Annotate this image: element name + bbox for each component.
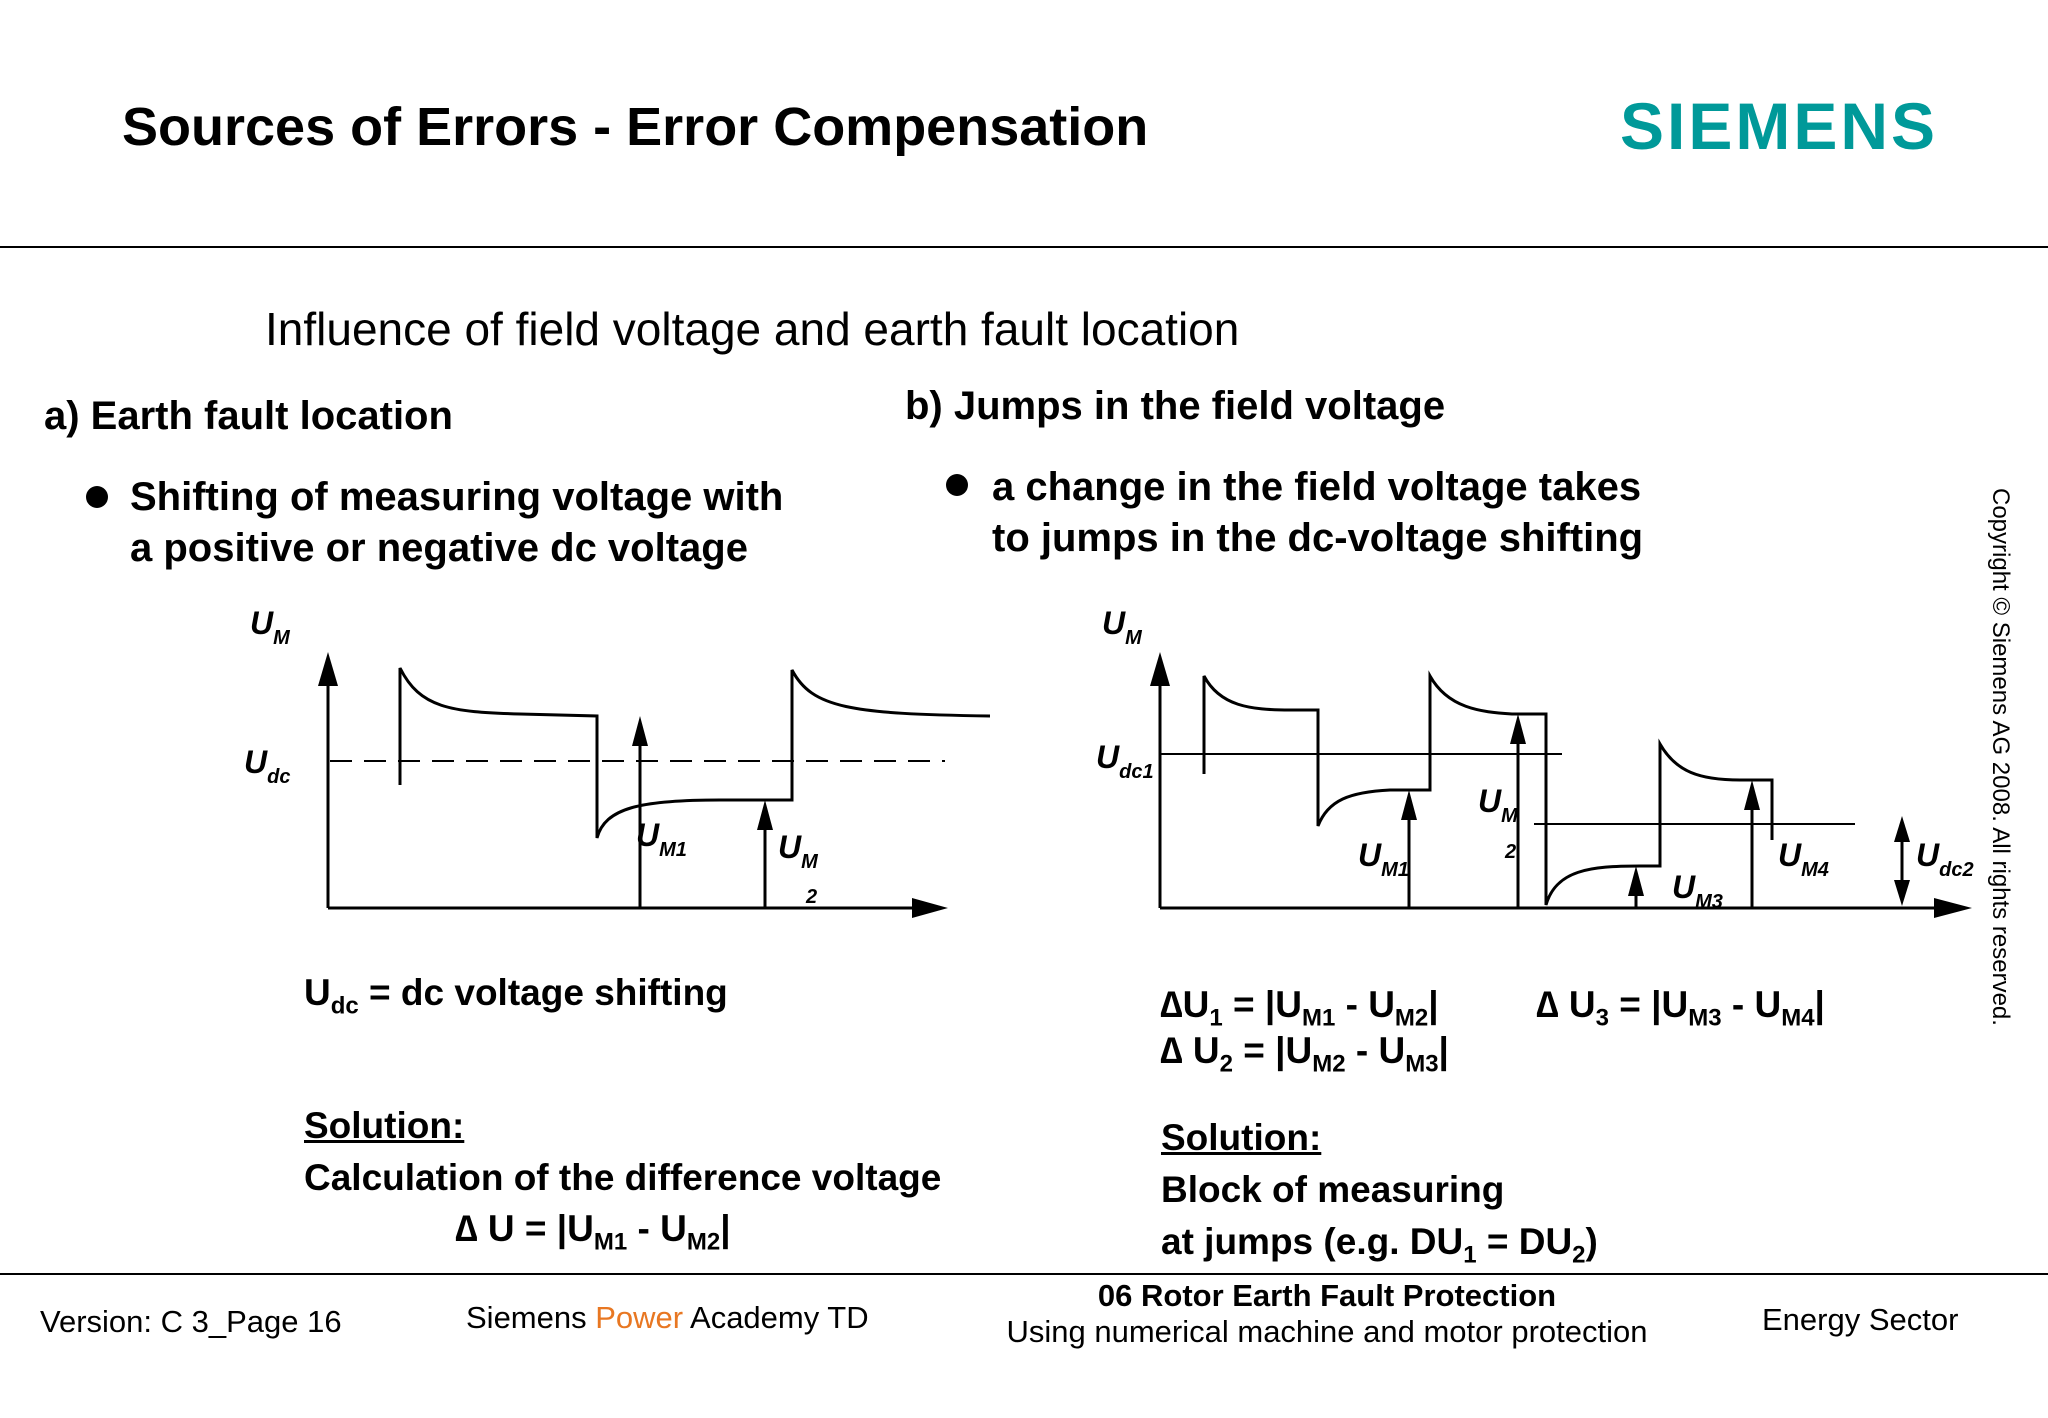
page-title: Sources of Errors - Error Compensation — [122, 97, 1149, 157]
diagram-b-um4-arrowhead — [1744, 780, 1760, 810]
footer-topic — [1002, 1278, 1652, 1350]
diagram-b-udc2-label: $U_{dc2}$ — [1916, 837, 1974, 881]
equation-delta-u2: ∆ $U_2 = |U_{M2} - U_{M3}|$ — [1160, 1030, 1449, 1078]
section-b-solution-line1: Block of measuring — [1161, 1169, 1505, 1210]
footer-divider — [0, 1273, 2048, 1275]
diagram-a-um2-label: $U_M$ — [778, 829, 818, 873]
diagram-b-y-arrow — [1150, 652, 1170, 686]
diagram-b-y-label: $U_M$ — [1102, 605, 1142, 649]
diagram-b-um2-subscript2: 2 — [1505, 841, 1517, 863]
copyright-notice: Copyright © Siemens AG 2008. All rights reserved. — [1987, 488, 2014, 1026]
siemens-logo: SIEMENS — [1620, 89, 1939, 163]
section-a-solution-label: Solution: — [304, 1105, 465, 1146]
footer-topic-line2: Using numerical machine and motor protection — [1006, 1314, 1648, 1349]
section-b-solution — [1161, 1112, 1598, 1281]
diagram-b-field-voltage-jumps — [1080, 580, 2000, 920]
diagram-a-udc-label: $U_{dc}$ — [244, 744, 291, 788]
diagram-b-um3-arrowhead — [1628, 866, 1644, 896]
section-a-bullet-line2: a positive or negative dc voltage — [130, 526, 748, 570]
section-a-bullet-line1: Shifting of measuring voltage with — [130, 475, 784, 519]
diagram-b-um2-label: $U_M$ — [1478, 783, 1518, 827]
diagram-a-y-arrow — [318, 652, 338, 686]
diagram-b-udc2-double-arrow — [1894, 816, 1910, 906]
section-a-solution-text: Calculation of the difference voltage — [304, 1157, 942, 1198]
slide-subtitle: Influence of field voltage and earth fault location — [265, 303, 1240, 355]
diagram-a-um1-arrowhead — [632, 716, 648, 746]
bullet-dot-b — [946, 474, 968, 501]
diagram-a-um2-subscript2: 2 — [806, 886, 818, 908]
diagram-b-um3-label: $U_{M3}$ — [1672, 869, 1723, 913]
diagram-a-y-label: $U_M$ — [250, 605, 290, 649]
section-b-bullet-line2: to jumps in the dc-voltage shifting — [992, 516, 1644, 560]
section-b-solution-label: Solution: — [1161, 1117, 1322, 1158]
footer-academy: Siemens Power Academy TD — [466, 1300, 869, 1335]
equation-delta-u1: $\Delta U_1 = |U_{M1} - U_{M2}|$ — [1160, 984, 1439, 1032]
diagram-b-um2-arrowhead — [1510, 714, 1526, 744]
diagram-a-um1-label: $U_{M1}$ — [636, 817, 687, 861]
section-a-heading: a) Earth fault location — [44, 394, 453, 438]
bullet-dot-a — [86, 486, 108, 513]
footer-version: Version: C 3_Page 16 — [40, 1304, 342, 1339]
footer-topic-line1: 06 Rotor Earth Fault Protection — [1097, 1278, 1557, 1313]
diagram-b-x-arrow — [1934, 898, 1972, 918]
diagram-a-axes — [328, 660, 920, 908]
section-b-bullet — [992, 462, 1643, 564]
header-divider — [0, 246, 2048, 248]
diagram-a-waveform — [400, 668, 990, 838]
diagram-b-um1-label: $U_{M1}$ — [1358, 837, 1409, 881]
diagram-a-um2-arrowhead — [757, 800, 773, 830]
diagram-a-x-arrow — [912, 898, 948, 918]
section-b-heading: b) Jumps in the field voltage — [905, 384, 1446, 428]
section-b-solution-line2: at jumps (e.g. $DU_1 = DU_2$) — [1161, 1221, 1598, 1269]
section-a-formula: ∆ $U = |U_{M1} - U_{M2}|$ — [455, 1208, 731, 1256]
section-a-bullet — [130, 472, 783, 574]
footer-sector: Energy Sector — [1762, 1302, 1959, 1337]
diagram-a-earth-fault — [0, 580, 1010, 920]
section-b-bullet-line1: a change in the field voltage takes — [992, 465, 1642, 509]
udc-definition: $U_{dc}$ = dc voltage shifting — [304, 972, 728, 1020]
diagram-b-um4-label: $U_{M4}$ — [1778, 837, 1829, 881]
equation-delta-u3: ∆ $U_3 = |U_{M3} - U_{M4}|$ — [1536, 984, 1825, 1032]
section-a-solution — [304, 1100, 941, 1204]
diagram-b-udc1-label: $U_{dc1}$ — [1096, 739, 1154, 783]
diagram-b-um1-arrowhead — [1401, 790, 1417, 820]
